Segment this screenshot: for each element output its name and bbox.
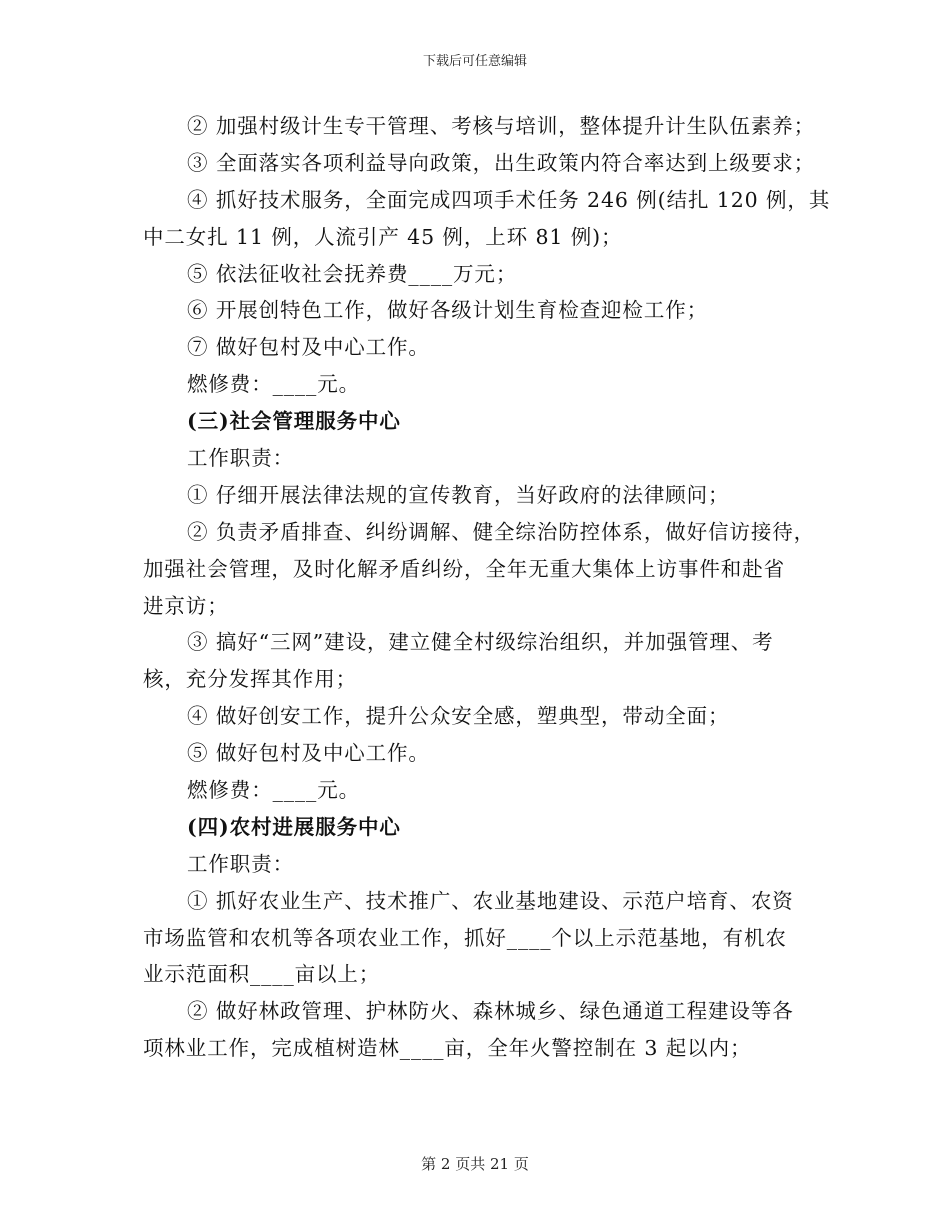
paragraph-line: ⑤ 做好包村及中心工作。 [187,741,430,766]
paragraph-line: 燃修费：____元。 [187,372,360,397]
paragraph-line: ② 做好林政管理、护林防火、森林城乡、绿色通道工程建设等各 [187,999,794,1024]
page-header: 下载后可任意编辑 [422,54,527,69]
paragraph-line: ② 负责矛盾排查、纠纷调解、健全综治防控体系，做好信访接待， [187,519,816,544]
paragraph-line: ⑦ 做好包村及中心工作。 [187,335,430,360]
paragraph-line: 进京访； [143,593,229,618]
paragraph-line: ⑤ 依法征收社会抚养费____万元； [187,261,518,286]
page-footer: 第 2 页共 21 页 [421,1155,529,1173]
paragraph-line: 项林业工作，完成植树造林____亩，全年火警控制在 3 起以内； [143,1036,752,1061]
paragraph-line: 加强社会管理，及时化解矛盾纠纷，全年无重大集体上访事件和赴省 [143,556,785,581]
paragraph-line: ④ 做好创安工作，提升公众安全感，塑典型，带动全面； [187,704,730,729]
paragraph-line: 中二女扎 11 例，人流引产 45 例，上环 81 例)； [143,224,623,249]
document-body [143,108,831,1067]
paragraph-line: ⑥ 开展创特色工作，做好各级计划生育检查迎检工作； [187,298,709,323]
paragraph-line: 工作职责： [187,446,294,471]
paragraph-line: 业示范面积____亩以上； [143,962,381,987]
paragraph-line: ③ 全面落实各项利益导向政策，出生政策内符合率达到上级要求； [187,150,816,175]
paragraph-line: 燃修费：____元。 [187,778,360,803]
section-heading: (四)农村进展服务中心 [187,814,401,839]
paragraph-line: ① 仔细开展法律法规的宣传教育，当好政府的法律顾问； [187,482,730,507]
paragraph-line: 市场监管和农机等各项农业工作，抓好____个以上示范基地，有机农 [143,925,787,950]
paragraph-line: ① 抓好农业生产、技术推广、农业基地建设、示范户培育、农资 [187,888,794,913]
paragraph-line: ③ 搞好“三网”建设，建立健全村级综治组织，并加强管理、考 [187,630,774,655]
paragraph-line: 工作职责： [187,851,294,876]
paragraph-line: 核，充分发挥其作用； [143,667,357,692]
paragraph-line: ④ 抓好技术服务，全面完成四项手术任务 246 例(结扎 120 例，其 [187,187,831,212]
section-heading: (三)社会管理服务中心 [187,409,401,434]
paragraph-line: ② 加强村级计生专干管理、考核与培训，整体提升计生队伍素养； [187,114,816,138]
